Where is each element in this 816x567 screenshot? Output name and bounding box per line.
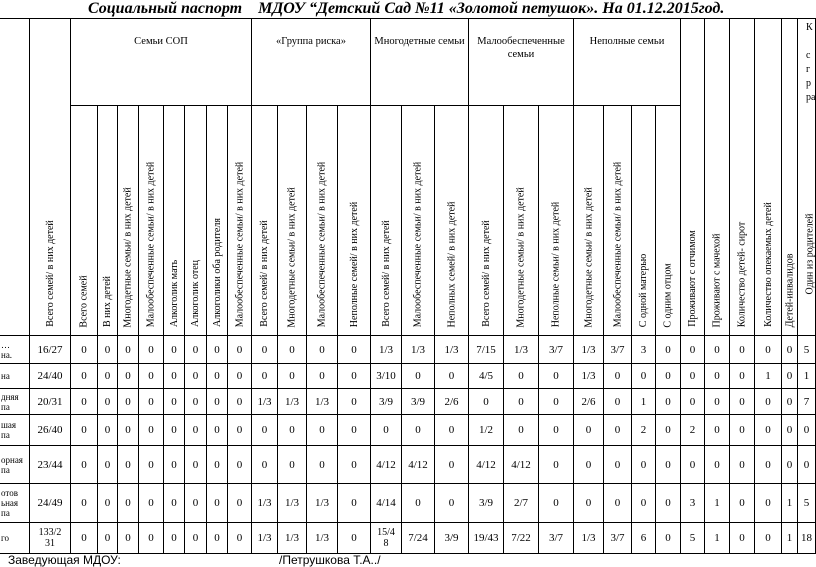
data-cell: 3 [681,484,705,523]
data-cell: 0 [730,446,755,484]
sub-column-header [307,106,338,336]
cut-column-header [798,18,816,336]
cut-column-fragment-line: ра [806,92,816,103]
cut-column-fragment-line: К [806,22,813,33]
data-cell: 0 [164,415,185,446]
data-cell: 24/49 [30,484,71,523]
data-cell: 0 [71,336,98,364]
data-cell: 0 [504,364,539,389]
data-cell: 20/31 [30,389,71,415]
data-cell: 0 [705,446,730,484]
data-cell: 2 [632,415,656,446]
data-cell: 3/7 [604,523,632,554]
data-cell: 0 [252,415,278,446]
data-cell: 0 [435,446,469,484]
data-cell: 0 [164,389,185,415]
row-label-header [0,18,30,336]
data-cell: 4/14 [371,484,402,523]
sub-column-header-text: Малообеспеченные семьи/ в них детей [412,161,424,327]
data-cell: 1 [782,484,798,523]
row-label: на [0,364,30,389]
cut-column-fragment [806,21,815,105]
single-column-header [730,18,755,336]
data-cell: 0 [402,364,435,389]
data-cell: 0 [782,364,798,389]
data-cell: 0 [278,364,307,389]
data-cell: 0 [338,336,371,364]
cut-column-fragment-line [806,35,815,49]
data-cell: 0 [228,446,252,484]
sub-column-header-text: Многодетные семьи/ в них детей [515,186,527,328]
data-cell: 1/3 [435,336,469,364]
data-cell: 0 [185,446,207,484]
group-header-2: Многодетные семьи [371,18,469,106]
data-cell: 0 [164,523,185,554]
data-cell: 0 [730,415,755,446]
data-cell: 0 [71,415,98,446]
data-cell: 4/12 [371,446,402,484]
data-cell: 0 [118,336,139,364]
title-part-2: МДОУ “Детский Сад №11 «Золотой петушок». На 01.12.2015год. [258,0,725,17]
data-cell: 0 [185,415,207,446]
data-cell: 4/12 [469,446,504,484]
data-cell: 15/4 8 [371,523,402,554]
row-label: дняя па [0,389,30,415]
data-cell: 0 [252,364,278,389]
sub-column-header-text: Малообеспеченные семьи/ в них детей [233,161,245,327]
data-cell: 7/22 [504,523,539,554]
social-passport-table [0,18,816,554]
data-cell: 1/3 [574,364,604,389]
data-cell: 2/6 [574,389,604,415]
data-cell: 3/9 [402,389,435,415]
single-column-header [755,18,782,336]
data-cell: 0 [798,446,816,484]
data-cell: 0 [632,484,656,523]
row-label: шая па [0,415,30,446]
data-cell: 3/9 [469,484,504,523]
row-label: … на. [0,336,30,364]
row-label: отов ьная па [0,484,30,523]
sub-column-header [371,106,402,336]
data-cell: 0 [118,484,139,523]
single-column-header [681,18,705,336]
data-cell: 0 [656,336,681,364]
data-cell: 0 [604,415,632,446]
data-cell: 0 [338,415,371,446]
data-cell: 7/15 [469,336,504,364]
data-cell: 0 [656,415,681,446]
data-cell: 0 [98,389,118,415]
total-families-header [30,18,71,336]
sub-column-header-text: Многодетные семьи/ в них детей [122,186,134,328]
data-cell: 1/3 [252,389,278,415]
cut-column-fragment-line: р [806,78,811,89]
data-cell: 0 [371,415,402,446]
data-cell: 3/9 [371,389,402,415]
data-cell: 1/3 [307,389,338,415]
data-cell: 0 [632,364,656,389]
data-cell: 0 [139,523,164,554]
data-cell: 1/3 [574,336,604,364]
data-cell: 5 [798,336,816,364]
sub-column-header-text: Неполные семей/ в них детей [348,201,360,328]
data-cell: 0 [185,484,207,523]
data-cell: 0 [656,523,681,554]
data-cell: 0 [98,446,118,484]
data-cell: 1/3 [574,523,604,554]
data-cell: 2/6 [435,389,469,415]
data-cell: 0 [185,389,207,415]
sub-column-header [435,106,469,336]
row-label: орная па [0,446,30,484]
data-cell: 0 [139,415,164,446]
single-column-header [705,18,730,336]
sub-column-header-text: Алкоголики оба родителя [211,218,223,327]
data-cell: 0 [98,415,118,446]
data-cell: 133/2 31 [30,523,71,554]
data-cell: 0 [185,364,207,389]
data-cell: 0 [681,336,705,364]
data-cell: 0 [228,336,252,364]
data-cell: 0 [681,446,705,484]
data-cell: 0 [98,484,118,523]
data-cell: 4/12 [402,446,435,484]
data-cell: 0 [71,364,98,389]
data-cell: 0 [782,446,798,484]
sub-column-header-text: Всего семей/ в них детей [258,220,270,327]
sub-column-header [185,106,207,336]
sub-column-header-text: Малообеспеченные семьи/ в них детей [611,161,623,327]
data-cell: 1/3 [278,523,307,554]
data-cell: 5 [798,484,816,523]
data-cell: 0 [539,415,574,446]
data-cell: 0 [228,364,252,389]
data-cell: 0 [782,389,798,415]
data-cell: 0 [730,389,755,415]
sub-column-header [656,106,681,336]
data-cell: 0 [118,523,139,554]
data-cell: 1 [632,389,656,415]
data-cell: 0 [278,446,307,484]
data-cell: 0 [71,484,98,523]
data-cell: 0 [632,446,656,484]
sub-column-header [118,106,139,336]
data-cell: 0 [118,415,139,446]
data-cell: 0 [207,446,228,484]
data-cell: 0 [228,523,252,554]
data-cell: 1/3 [402,336,435,364]
data-cell: 1/2 [469,415,504,446]
data-cell: 0 [782,415,798,446]
data-cell: 0 [730,523,755,554]
total-families-header-text: Всего семей/ в них детей [44,220,56,327]
data-cell: 0 [139,484,164,523]
sub-column-header [139,106,164,336]
data-cell: 0 [656,389,681,415]
sub-column-header-text: Всего семей/ в них детей [380,220,392,327]
data-cell: 0 [307,415,338,446]
data-cell: 0 [705,364,730,389]
data-cell: 0 [604,364,632,389]
data-cell: 3/7 [539,336,574,364]
data-cell: 1 [798,364,816,389]
data-cell: 0 [755,523,782,554]
single-column-header-text: Детей-инвалидов [783,253,795,327]
data-cell: 1/3 [252,484,278,523]
data-cell: 0 [98,336,118,364]
data-cell: 0 [71,446,98,484]
sub-column-header [504,106,539,336]
data-cell: 0 [755,446,782,484]
data-cell: 0 [118,364,139,389]
data-cell: 1/3 [504,336,539,364]
data-cell: 0 [681,389,705,415]
data-cell: 1 [755,364,782,389]
sub-column-header-text: Неполных семей/ в них детей [445,201,457,327]
group-header-4: Неполные семьи [574,18,681,106]
sub-column-header-text: Алкоголик отец [190,259,202,328]
data-cell: 3/7 [539,523,574,554]
data-cell: 0 [338,484,371,523]
data-cell: 0 [207,484,228,523]
data-cell: 0 [307,364,338,389]
single-column-header-text: Количество детей- сирот [736,221,748,327]
sub-column-header-text: Многодетные семьи/ в них детей [286,186,298,328]
data-cell: 0 [574,484,604,523]
data-cell: 0 [755,389,782,415]
data-cell: 0 [539,389,574,415]
sub-column-header [278,106,307,336]
data-cell: 0 [185,523,207,554]
data-cell: 4/12 [504,446,539,484]
data-cell: 0 [139,389,164,415]
cut-column-fragment-line: г [806,64,811,75]
sub-column-header-text: Всего семей/ в них детей [480,220,492,327]
data-cell: 6 [632,523,656,554]
data-cell: 3/9 [435,523,469,554]
data-cell: 0 [228,484,252,523]
data-cell: 3/10 [371,364,402,389]
data-cell: 26/40 [30,415,71,446]
sub-column-header [632,106,656,336]
data-cell: 0 [185,336,207,364]
data-cell: 0 [469,389,504,415]
data-cell: 23/44 [30,446,71,484]
data-cell: 0 [755,336,782,364]
data-cell: 1/3 [278,389,307,415]
data-cell: 0 [98,523,118,554]
data-cell: 1 [705,523,730,554]
sub-column-header-text: Малообеспеченные семьи/ в них детей [145,161,157,327]
data-cell: 0 [338,364,371,389]
sub-column-header [604,106,632,336]
data-cell: 0 [278,415,307,446]
data-cell: 7/24 [402,523,435,554]
signature-line [8,554,816,567]
data-cell: 0 [656,484,681,523]
data-cell: 1/3 [252,523,278,554]
data-cell: 0 [604,446,632,484]
data-cell: 0 [118,446,139,484]
data-cell: 0 [307,336,338,364]
group-header-1: «Группа риска» [252,18,371,106]
page-title [88,0,736,18]
data-cell: 0 [755,415,782,446]
sub-column-header [252,106,278,336]
data-cell: 0 [307,446,338,484]
data-cell: 0 [228,415,252,446]
data-cell: 0 [798,415,816,446]
sub-column-header [164,106,185,336]
data-cell: 0 [207,415,228,446]
sub-column-header [574,106,604,336]
data-cell: 1/3 [278,484,307,523]
data-cell: 0 [782,336,798,364]
data-cell: 0 [164,484,185,523]
data-cell: 0 [139,336,164,364]
sub-column-header-text: С одним отцом [662,262,674,328]
data-cell: 0 [402,484,435,523]
data-cell: 0 [730,484,755,523]
single-column-header-text: Проживают с мачехой [711,232,723,328]
data-cell: 0 [574,446,604,484]
data-cell: 0 [207,389,228,415]
data-cell: 7 [798,389,816,415]
data-cell: 0 [730,336,755,364]
sub-column-header [539,106,574,336]
cut-column-vertical-text: Один из родителей [803,213,815,294]
data-cell: 0 [139,446,164,484]
data-cell: 16/27 [30,336,71,364]
data-cell: 0 [338,523,371,554]
data-cell: 0 [755,484,782,523]
data-cell: 4/5 [469,364,504,389]
data-cell: 0 [539,446,574,484]
sub-column-header-text: С одной матерью [638,253,650,328]
data-cell: 0 [71,523,98,554]
data-cell: 0 [730,364,755,389]
data-cell: 0 [504,415,539,446]
data-cell: 0 [338,446,371,484]
sub-column-header [469,106,504,336]
sub-column-header-text: Алкоголик мать [168,259,180,328]
data-cell: 0 [252,446,278,484]
sub-column-header [402,106,435,336]
row-label: го [0,523,30,554]
data-cell: 3/7 [604,336,632,364]
data-cell: 19/43 [469,523,504,554]
single-column-header-text: Количество опекаемых детей [762,202,774,327]
data-cell: 0 [118,389,139,415]
data-cell: 0 [705,415,730,446]
sub-column-header-text: Многодетные семьи/ в них детей [583,186,595,328]
data-cell: 0 [278,336,307,364]
data-cell: 0 [207,523,228,554]
data-cell: 2/7 [504,484,539,523]
director-label: Заведующая МДОУ: [8,553,121,567]
data-cell: 0 [402,415,435,446]
data-cell: 1/3 [371,336,402,364]
group-header-0: Семьи СОП [71,18,252,106]
data-cell: 1/3 [307,523,338,554]
data-cell: 0 [338,389,371,415]
data-cell: 0 [539,484,574,523]
data-cell: 0 [207,336,228,364]
data-cell: 0 [539,364,574,389]
single-column-header-text: Проживают с отчимом [686,230,698,327]
sub-column-header [98,106,118,336]
data-cell: 0 [252,336,278,364]
data-cell: 1 [782,523,798,554]
data-cell: 0 [705,336,730,364]
data-cell: 0 [604,389,632,415]
sub-column-header-text: Малообеспеченные семьи/ в них детей [316,161,328,327]
group-header-3: Малообеспеченные семьи [469,18,574,106]
data-cell: 0 [164,336,185,364]
sub-column-header [71,106,98,336]
title-part-1: Социальный паспорт [88,0,243,17]
sub-column-header [228,106,252,336]
cut-column-fragment-line: с [806,50,811,61]
sub-column-header [207,106,228,336]
data-cell: 0 [98,364,118,389]
data-cell: 1 [705,484,730,523]
sub-column-header-text: Всего семей [78,274,90,328]
data-cell: 0 [574,415,604,446]
data-cell: 5 [681,523,705,554]
data-cell: 2 [681,415,705,446]
sub-column-header-text: Неполные семьи/ в них детей [550,201,562,327]
data-cell: 0 [139,364,164,389]
data-cell: 0 [604,484,632,523]
data-cell: 0 [164,364,185,389]
data-cell: 0 [681,364,705,389]
sub-column-header-text: В них детей [102,275,114,328]
data-cell: 24/40 [30,364,71,389]
data-cell: 0 [435,415,469,446]
data-cell: 0 [164,446,185,484]
data-cell: 0 [228,389,252,415]
data-cell: 18 [798,523,816,554]
data-cell: 0 [435,484,469,523]
data-cell: 1/3 [307,484,338,523]
data-cell: 0 [71,389,98,415]
data-cell: 0 [705,389,730,415]
data-cell: 0 [207,364,228,389]
sub-column-header [338,106,371,336]
data-cell: 0 [435,364,469,389]
single-column-header [782,18,798,336]
data-cell: 3 [632,336,656,364]
data-cell: 0 [656,446,681,484]
director-name: /Петрушкова Т.А../ [279,553,381,567]
data-cell: 0 [656,364,681,389]
data-cell: 0 [504,389,539,415]
